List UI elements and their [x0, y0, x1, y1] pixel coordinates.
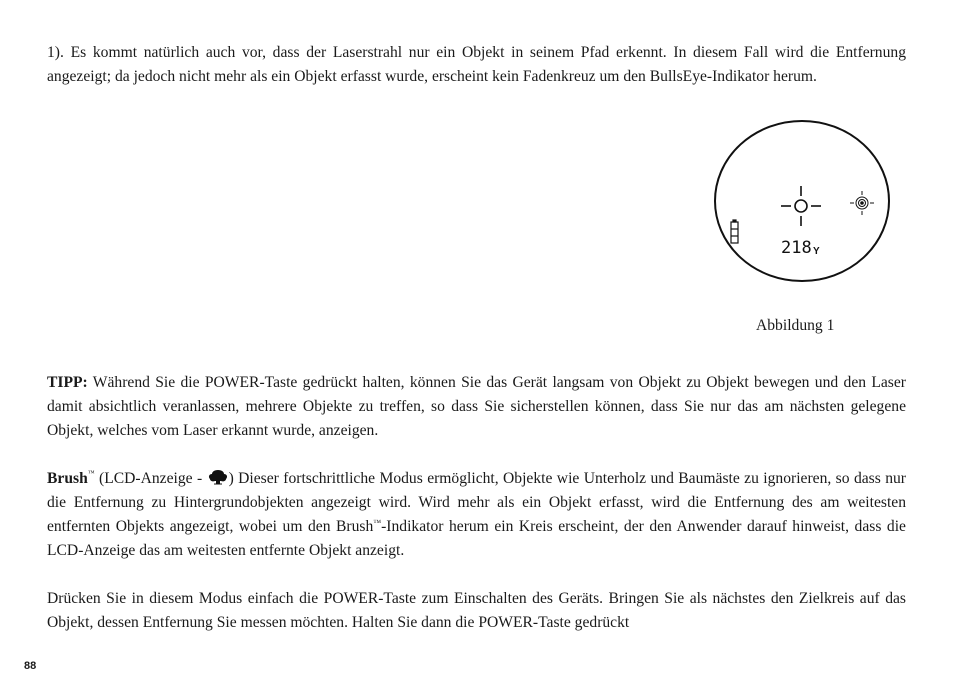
display-unit: Y	[813, 246, 820, 257]
brush-paren-open: (LCD-Anzeige -	[94, 470, 207, 487]
paragraph-single-object: 1). Es kommt natürlich auch vor, dass der Laserstrahl nur ein Objekt in seinem Pfad erkennt. In diesem Fall wird die Entfernung angezeigt; da jedoch nicht mehr als ein Objekt erfasst wurde, erscheint kein Fadenkreuz um den BullsEye-Indikator herum.	[47, 44, 906, 85]
brush-label: Brush	[47, 470, 88, 487]
brush-body-b: -Indikator herum ein Kreis erscheint, der den Anwender darauf hinweist, dass die LCD-Anzeige das am weitesten entfernte Objekt anzeigt.	[47, 518, 906, 559]
figure-lcd-display	[713, 120, 891, 282]
tip-label: TIPP:	[47, 374, 88, 391]
tree-icon	[207, 469, 229, 485]
display-distance: 218	[781, 238, 812, 258]
paragraph-power-instructions: Drücken Sie in diesem Modus einfach die POWER-Taste zum Einschalten des Geräts. Bringen Sie als nächstes den Zielkreis auf das Objekt, dessen Entfernung Sie messen möchten. Halten Sie dann die POWER-Taste gedrückt	[47, 590, 906, 631]
tip-body: Während Sie die POWER-Taste gedrückt halten, können Sie das Gerät langsam von Objekt zu Objekt bewegen und den Laser damit absichtlich veranlassen, mehrere Objekte zu treffen, so dass Sie sicherstellen können, dass Sie nur das am nächsten gelegene Objekt, welches vom Laser erkannt wurde, anzeigen.	[47, 374, 906, 439]
paragraph-brush-mode	[47, 467, 906, 563]
figure-caption: Abbildung 1	[756, 317, 835, 334]
brush-body-a: ) Dieser fortschrittliche Modus ermöglicht, Objekte wie Unterholz und Baumäste zu ignorieren, so dass nur die Entfernung zu Hintergrundobjekten angezeigt wird. Wird mehr als ein Objekt erfasst, wird die Entfernung des am weitesten entfernten Objekts angezeigt, wobei um den Brush	[47, 470, 906, 535]
page-number: 88	[24, 660, 37, 672]
trademark-symbol-inline: ™	[373, 518, 382, 527]
lcd-display-illustration	[713, 120, 891, 282]
paragraph-tip	[47, 371, 906, 443]
trademark-symbol: ™	[87, 469, 95, 477]
